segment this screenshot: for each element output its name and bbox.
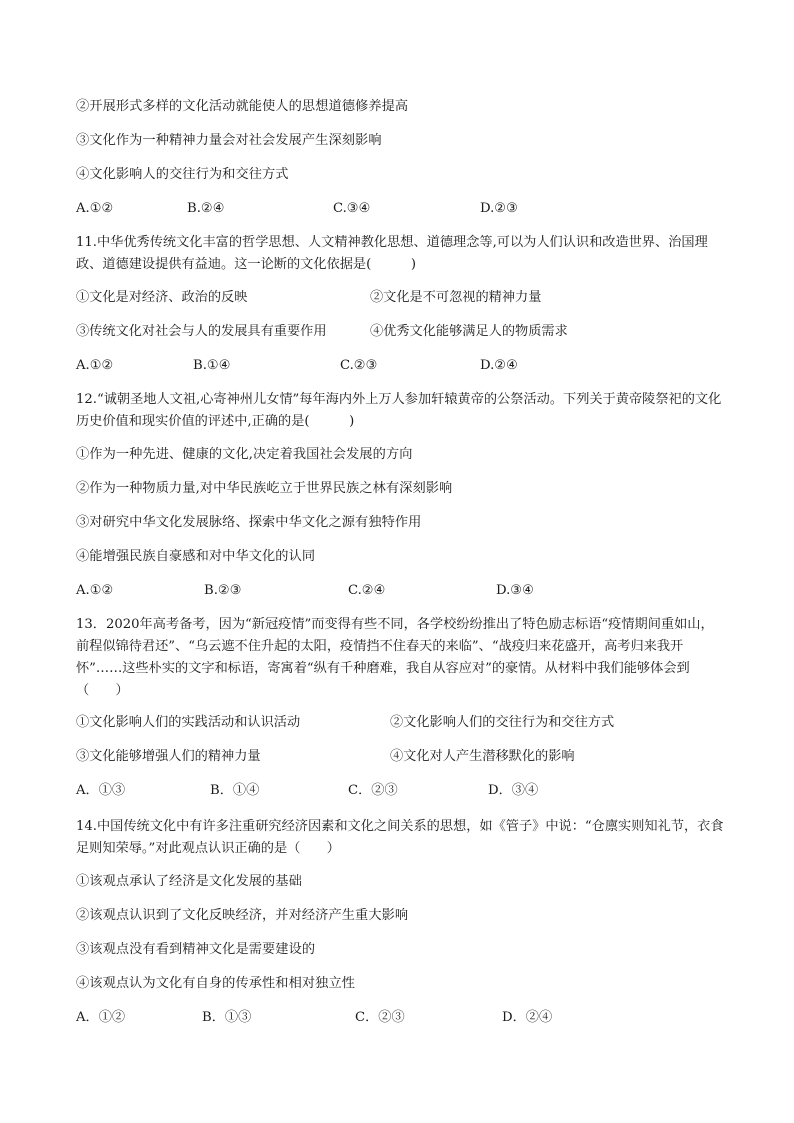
q10-answer-a: A.①② <box>76 201 114 216</box>
q11-stem: 11.中华优秀传统文化丰富的哲学思想、人文精神教化思想、道德理念等,可以为人们认识和改造世界、治国理政、道德建设提供有益迪。这一论断的文化依据是( ) <box>76 235 708 272</box>
q13-option-1: ①文化影响人们的实践活动和认识活动 <box>76 715 301 730</box>
q13-option-4: ④文化对人产生潜移默化的影响 <box>390 749 575 764</box>
q13-answer-d: D．③④ <box>488 783 539 798</box>
q12-answer-a: A.①② <box>76 583 114 598</box>
q11-answer-b: B.①④ <box>193 358 231 373</box>
q10-option-2: ②开展形式多样的文化活动就能使人的思想道德修养提高 <box>76 99 409 114</box>
q14-answer-c: C．②③ <box>355 1010 405 1025</box>
q11-answer-c: C.②③ <box>340 358 378 373</box>
q14-answer-b: B．①③ <box>202 1010 252 1025</box>
q12-answer-b: B.②③ <box>204 583 242 598</box>
q13-answer-b: B．①④ <box>210 783 260 798</box>
q13-option-2: ②文化影响人们的交往行为和交往方式 <box>390 715 615 730</box>
q11-options-row-1 <box>76 287 726 309</box>
q10-answer-c: C.③④ <box>333 201 371 216</box>
q13-option-3: ③文化能够增强人们的精神力量 <box>76 749 261 764</box>
q13-answer-c: C．②③ <box>348 783 398 798</box>
q11-option-1: ①文化是对经济、政治的反映 <box>76 290 248 305</box>
q14-answer-a: A．①② <box>76 1010 126 1025</box>
q11-answer-row <box>76 355 726 377</box>
q12-option-1: ①作为一种先进、健康的文化,决定着我国社会发展的方向 <box>76 447 413 462</box>
q10-option-3: ③文化作为一种精神力量会对社会发展产生深刻影响 <box>76 133 382 148</box>
q10-option-4: ④文化影响人的交往行为和交往方式 <box>76 167 289 182</box>
q12-stem: 12.“诚朝圣地人文祖,心寄神州儿女情”每年海内外上万人参加轩辕黄帝的公祭活动。下列关于黄帝陵祭祀的文化历史价值和现实价值的评述中,正确的是( ) <box>76 392 722 429</box>
q12-answer-d: D.③④ <box>496 583 534 598</box>
q10-answer-row <box>76 198 726 220</box>
q13-options-row-1 <box>76 712 726 734</box>
q13-options-row-2 <box>76 746 726 768</box>
q11-answer-d: D.②④ <box>480 358 518 373</box>
q11-options-row-2 <box>76 321 726 343</box>
q10-answer-b: B.②④ <box>187 201 225 216</box>
q12-option-2: ②作为一种物质力量,对中华民族屹立于世界民族之林有深刻影响 <box>76 481 453 496</box>
q11-option-3: ③传统文化对社会与人的发展具有重要作用 <box>76 324 327 339</box>
q14-option-4: ④该观点认为文化有自身的传承性和相对独立性 <box>76 976 356 991</box>
q14-answer-d: D．②④ <box>502 1010 553 1025</box>
q12-answer-c: C.②④ <box>348 583 386 598</box>
q14-option-2: ②该观点认识到了文化反映经济，并对经济产生重大影响 <box>76 908 409 923</box>
q13-answer-a: A．①③ <box>76 783 126 798</box>
q14-stem: 14.中国传统文化中有许多注重研究经济因素和文化之间关系的思想，如《管子》中说：“仓廪实则知礼节，衣食足则知荣辱。”对此观点认识正确的是（ ） <box>76 819 724 856</box>
q11-answer-a: A.①② <box>76 358 114 373</box>
q12-option-4: ④能增强民族自豪感和对中华文化的认同 <box>76 549 316 564</box>
q14-option-1: ①该观点承认了经济是文化发展的基础 <box>76 874 302 889</box>
q14-answer-row <box>76 1007 726 1029</box>
q11-option-4: ④优秀文化能够满足人的物质需求 <box>370 324 568 339</box>
q13-stem: 13．2020年高考备考，因为“新冠疫情”而变得有些不同，各学校纷纷推出了特色励志标语“疫情期间重如山，前程似锦待君还”、“乌云遮不住升起的太阳，疫情挡不住春天的来临”、“战疫归来花盛开，高考归来我开怀”……这些朴实的文字和标语，寄寓着“纵有千种磨难，我自从容应对”的豪情。从材料中我们能够体会到（ ） <box>76 617 714 698</box>
q11-option-2: ②文化是不可忽视的精神力量 <box>370 290 542 305</box>
q13-answer-row <box>76 780 726 802</box>
q12-option-3: ③对研究中华文化发展脉络、探索中华文化之源有独特作用 <box>76 515 422 530</box>
q14-option-3: ③该观点没有看到精神文化是需要建设的 <box>76 942 316 957</box>
q10-answer-d: D.②③ <box>480 201 518 216</box>
q12-answer-row <box>76 580 726 602</box>
